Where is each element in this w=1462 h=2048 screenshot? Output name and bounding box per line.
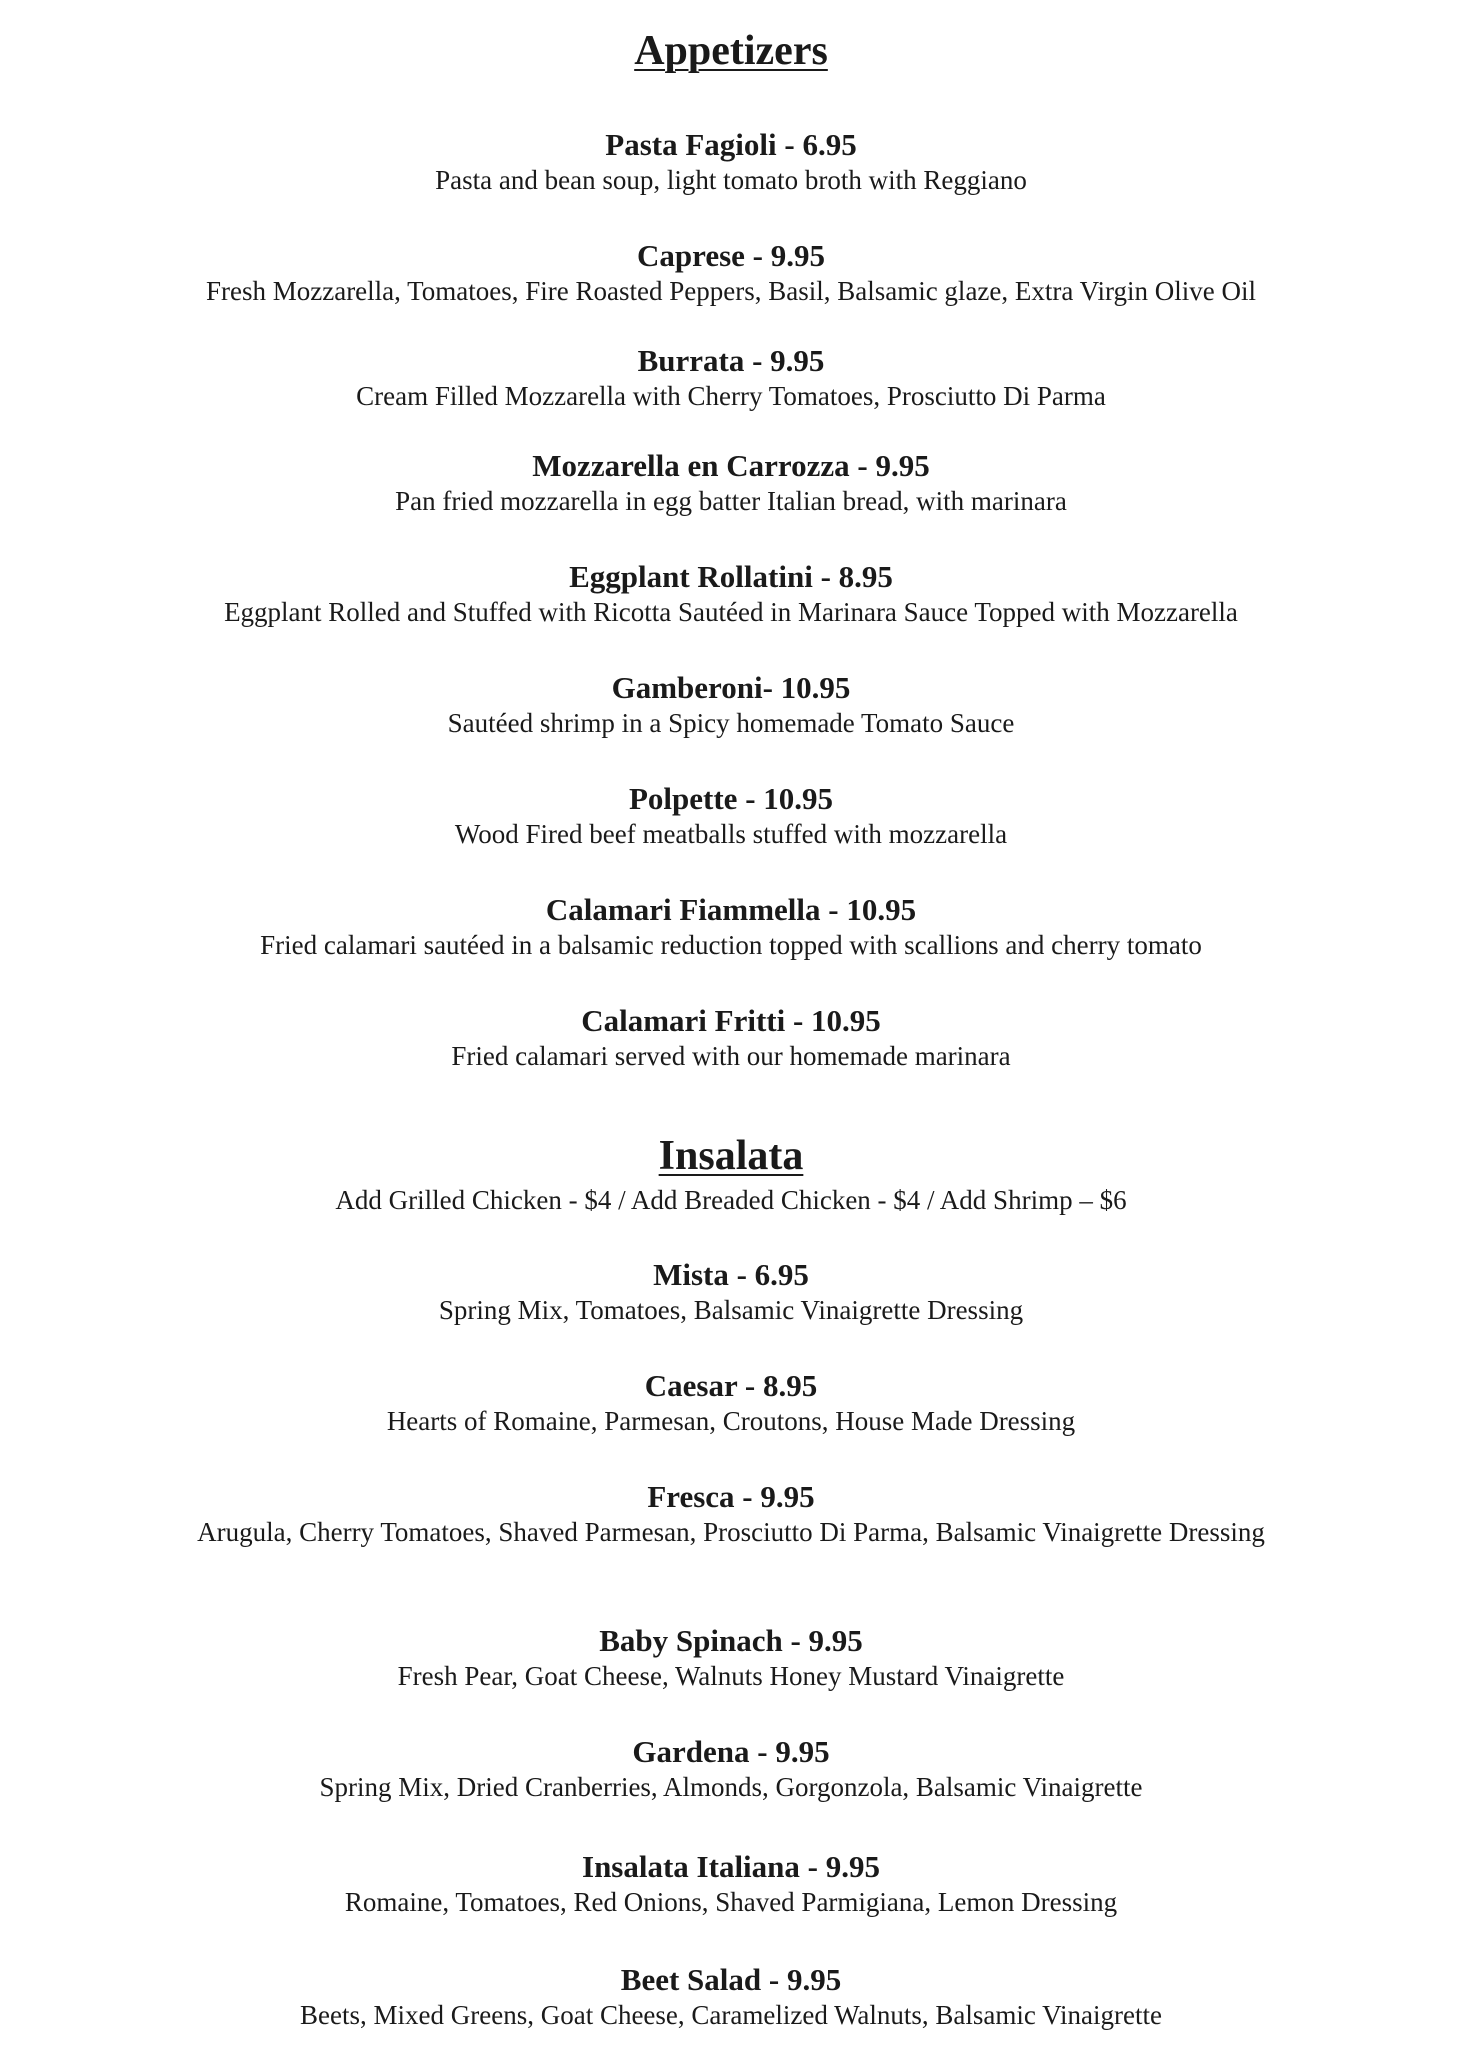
section-title-insalata: Insalata [658,1133,804,1179]
menu-item [0,1733,1462,1804]
item-name: Mozzarella en Carrozza - 9.95 [532,448,930,483]
item-description: Fresh Mozzarella, Tomatoes, Fire Roasted Peppers, Basil, Balsamic glaze, Extra Virgin Olive Oil [205,276,1256,306]
item-description: Cream Filled Mozzarella with Cherry Tomatoes, Prosciutto Di Parma [356,381,1106,411]
item-description: Sautéed shrimp in a Spicy homemade Tomato Sauce [447,708,1015,738]
menu-item [0,1256,1462,1327]
menu-item [0,342,1462,413]
item-description: Arugula, Cherry Tomatoes, Shaved Parmesan, Prosciutto Di Parma, Balsamic Vinaigrette Dressing [197,1517,1265,1547]
section-note-addons: Add Grilled Chicken - $4 / Add Breaded Chicken - $4 / Add Shrimp – $6 [335,1185,1127,1215]
item-name: Beet Salad - 9.95 [620,1962,842,1997]
item-name: Pasta Fagioli - 6.95 [605,127,857,162]
item-description: Romaine, Tomatoes, Red Onions, Shaved Parmigiana, Lemon Dressing [344,1887,1118,1917]
item-description: Beets, Mixed Greens, Goat Cheese, Caramelized Walnuts, Balsamic Vinaigrette [300,2000,1162,2030]
menu-item [0,126,1462,197]
menu-item [0,891,1462,962]
menu-item [0,1478,1462,1549]
item-description: Fresh Pear, Goat Cheese, Walnuts Honey Mustard Vinaigrette [397,1661,1065,1691]
item-description: Spring Mix, Tomatoes, Balsamic Vinaigrette Dressing [438,1295,1024,1325]
item-name: Mista - 6.95 [653,1257,809,1292]
menu-item [0,558,1462,629]
menu-item [0,237,1462,308]
menu-item [0,780,1462,851]
item-description: Fried calamari sautéed in a balsamic reduction topped with scallions and cherry tomato [260,930,1202,960]
menu-item [0,669,1462,740]
item-name: Burrata - 9.95 [637,343,825,378]
menu-item [0,1367,1462,1438]
menu-item [0,1622,1462,1693]
item-name: Polpette - 10.95 [628,781,834,816]
item-description: Hearts of Romaine, Parmesan, Croutons, House Made Dressing [386,1406,1076,1436]
item-description: Fried calamari served with our homemade marinara [451,1041,1011,1071]
item-name: Gamberoni- 10.95 [611,670,851,705]
menu-item [0,1002,1462,1073]
item-description: Pan fried mozzarella in egg batter Italian bread, with marinara [395,486,1067,516]
menu-item [0,1961,1462,2032]
item-name: Baby Spinach - 9.95 [599,1623,863,1658]
item-name: Caesar - 8.95 [644,1368,818,1403]
item-name: Insalata Italiana - 9.95 [582,1849,880,1884]
item-name: Caprese - 9.95 [637,238,825,273]
section-title-appetizers: Appetizers [634,28,828,74]
item-name: Calamari Fiammella - 10.95 [545,892,917,927]
menu-item [0,447,1462,518]
item-description: Eggplant Rolled and Stuffed with Ricotta Sautéed in Marinara Sauce Topped with Mozzarella [224,597,1238,627]
item-name: Gardena - 9.95 [632,1734,830,1769]
item-description: Pasta and bean soup, light tomato broth with Reggiano [435,165,1027,195]
item-name: Calamari Fritti - 10.95 [581,1003,881,1038]
item-description: Wood Fired beef meatballs stuffed with mozzarella [454,819,1008,849]
item-name: Fresca - 9.95 [647,1479,815,1514]
item-name: Eggplant Rollatini - 8.95 [569,559,893,594]
item-description: Spring Mix, Dried Cranberries, Almonds, Gorgonzola, Balsamic Vinaigrette [319,1772,1143,1802]
menu-item [0,1848,1462,1919]
